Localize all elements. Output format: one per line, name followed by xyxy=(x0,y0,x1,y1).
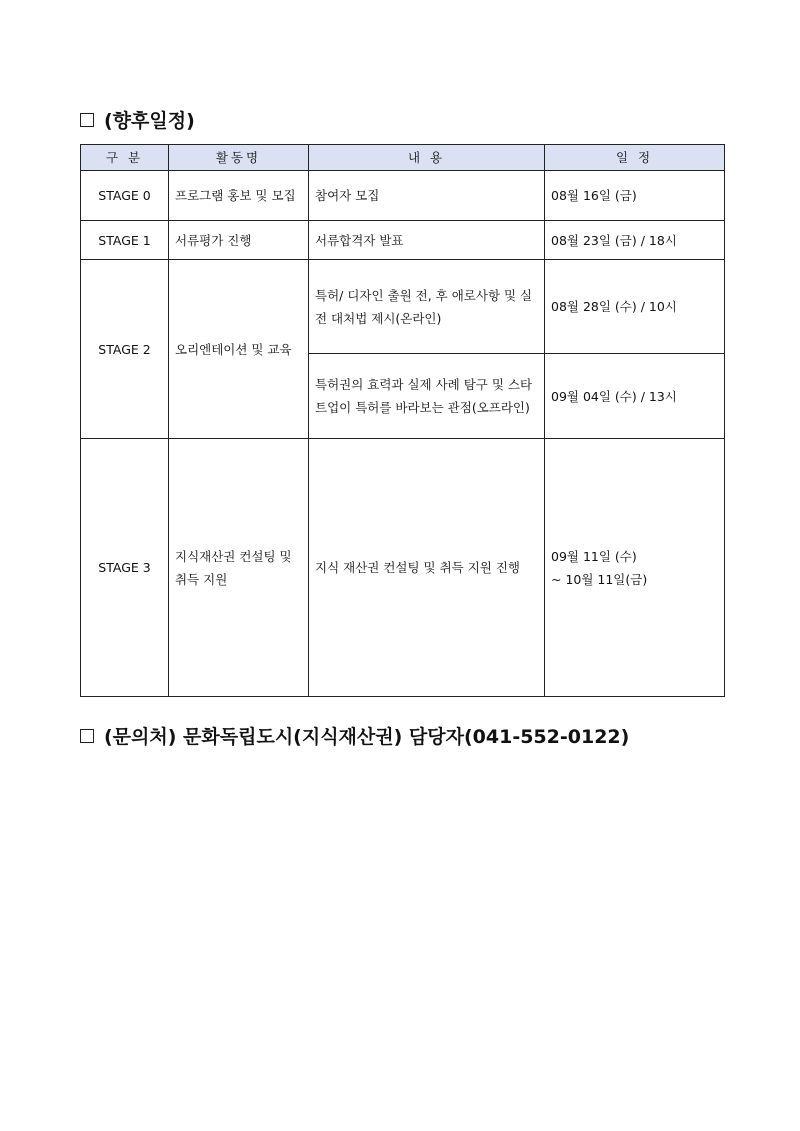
contact-heading-text: (문의처) 문화독립도시(지식재산권) 담당자(041-552-0122) xyxy=(104,726,630,748)
header-date: 일 정 xyxy=(545,145,725,171)
content-cell: 참여자 모집 xyxy=(309,171,545,221)
header-activity: 활동명 xyxy=(169,145,309,171)
schedule-heading-text: (향후일정) xyxy=(104,110,195,132)
activity-cell: 오리엔테이션 및 교육 xyxy=(169,260,309,439)
stage-cell: STAGE 1 xyxy=(81,221,169,260)
stage-cell: STAGE 2 xyxy=(81,260,169,439)
table-row-stage2-a xyxy=(81,260,725,354)
stage-cell: STAGE 3 xyxy=(81,439,169,697)
activity-cell: 프로그램 홍보 및 모집 xyxy=(169,171,309,221)
content-cell: 특허권의 효력과 실제 사례 탐구 및 스타트업이 특허를 바라보는 관점(오프라인) xyxy=(309,354,545,439)
content-cell: 서류합격자 발표 xyxy=(309,221,545,260)
schedule-heading xyxy=(80,106,195,133)
date-cell xyxy=(545,439,725,697)
table-header-row xyxy=(81,145,725,171)
checkbox-square-icon xyxy=(80,729,94,743)
activity-cell: 서류평가 진행 xyxy=(169,221,309,260)
table-row-stage0 xyxy=(81,171,725,221)
checkbox-square-icon xyxy=(80,113,94,127)
date-cell: 08월 23일 (금) / 18시 xyxy=(545,221,725,260)
date-cell: 09월 04일 (수) / 13시 xyxy=(545,354,725,439)
date-cell: 08월 28일 (수) / 10시 xyxy=(545,260,725,354)
stage-cell: STAGE 0 xyxy=(81,171,169,221)
activity-cell: 지식재산권 컨설팅 및 취득 지원 xyxy=(169,439,309,697)
date-line-start: 09월 11일 (수) xyxy=(551,548,637,564)
header-content: 내 용 xyxy=(309,145,545,171)
content-cell: 지식 재산권 컨설팅 및 취득 지원 진행 xyxy=(309,439,545,697)
table-row-stage1 xyxy=(81,221,725,260)
schedule-table xyxy=(80,144,725,697)
contact-heading xyxy=(80,722,629,749)
date-cell: 08월 16일 (금) xyxy=(545,171,725,221)
header-category: 구 분 xyxy=(81,145,169,171)
content-cell: 특허/ 디자인 출원 전, 후 애로사항 및 실전 대처법 제시(온라인) xyxy=(309,260,545,354)
table-row-stage3 xyxy=(81,439,725,697)
date-line-end: ~ 10월 11일(금) xyxy=(551,571,648,587)
